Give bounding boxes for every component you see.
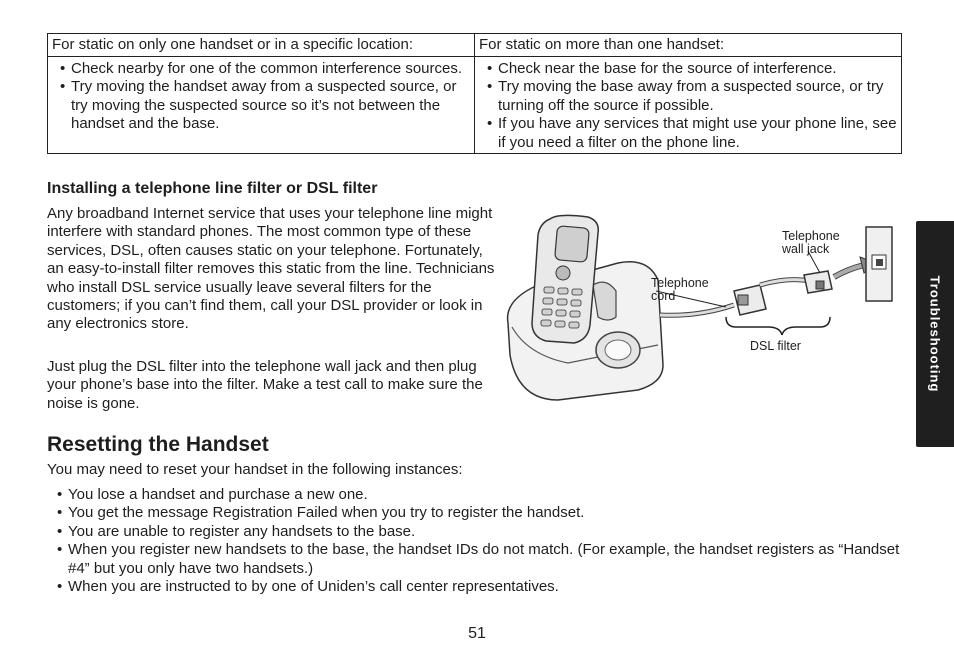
troubleshooting-table bbox=[47, 33, 902, 154]
troubleshooting-side-tab bbox=[916, 221, 954, 447]
dsl-paragraph-2: Just plug the DSL filter into the telephone wall jack and then plug your phone’s base into the filter. Make a test call to make sure the noise is gone. bbox=[47, 358, 483, 412]
list-item: • Try moving the handset away from a suspected source, or try moving the suspected source so it’s not between the handset and the base. bbox=[60, 78, 470, 133]
label-cord-line1: Telephone bbox=[651, 276, 709, 290]
dsl-paragraph-1: Any broadband Internet service that uses your telephone line might interfere with standard phones. The most common type of these services, DSL, often causes static on your telephone. Fortunately, an easy-to-install filter removes this static from the line. Technicians who install DSL service usually leave several filters for the customers; if you can’t find them, call your DSL provider or look in any electronics store. bbox=[47, 205, 495, 333]
table-header-single-handset: For static on only one handset or in a specific location: bbox=[48, 34, 475, 56]
page-number: 51 bbox=[468, 625, 486, 642]
handset-image bbox=[532, 215, 598, 343]
table-body-row bbox=[48, 57, 901, 153]
list-item: • When you are instructed to by one of Uniden’s call center representatives. bbox=[57, 578, 907, 596]
table-cell-single-handset bbox=[48, 57, 475, 153]
label-wall-jack-line2: wall jack bbox=[782, 242, 830, 256]
reset-list bbox=[57, 486, 907, 596]
table-header-row bbox=[48, 34, 901, 57]
reset-heading: Resetting the Handset bbox=[47, 433, 269, 456]
list-item: • Check nearby for one of the common interference sources. bbox=[60, 60, 470, 78]
list-item: • Check near the base for the source of interference. bbox=[487, 60, 897, 78]
label-cord-line2: cord bbox=[651, 289, 676, 303]
dsl-filter-heading: Installing a telephone line filter or DSL filter bbox=[47, 180, 378, 197]
label-dsl-filter: DSL filter bbox=[750, 339, 801, 353]
list-item: • Try moving the base away from a suspected source, or try turning off the source if possible. bbox=[487, 78, 897, 115]
reset-intro: You may need to reset your handset in the following instances: bbox=[47, 461, 463, 478]
label-wall-jack-line1: Telephone bbox=[782, 229, 840, 243]
list-item: • You get the message Registration Failed when you try to register the handset. bbox=[57, 504, 907, 522]
list-item: • You are unable to register any handsets to the base. bbox=[57, 523, 907, 541]
dsl-filter-image bbox=[734, 271, 832, 315]
dsl-filter-brace bbox=[726, 317, 830, 335]
list-item: • If you have any services that might use your phone line, see if you need a filter on the phone line. bbox=[487, 115, 897, 152]
table-header-multiple-handsets: For static on more than one handset: bbox=[479, 36, 725, 53]
side-tab-label: Troubleshooting bbox=[927, 275, 943, 393]
wall-jack-image bbox=[866, 227, 892, 301]
dsl-filter-illustration bbox=[498, 205, 908, 405]
table-cell-multiple-handsets bbox=[475, 57, 901, 153]
list-item: • When you register new handsets to the base, the handset IDs do not match. (For example, the handset registers as “Handset #4” but you only have two handsets.) bbox=[57, 541, 907, 578]
list-item: • You lose a handset and purchase a new one. bbox=[57, 486, 907, 504]
